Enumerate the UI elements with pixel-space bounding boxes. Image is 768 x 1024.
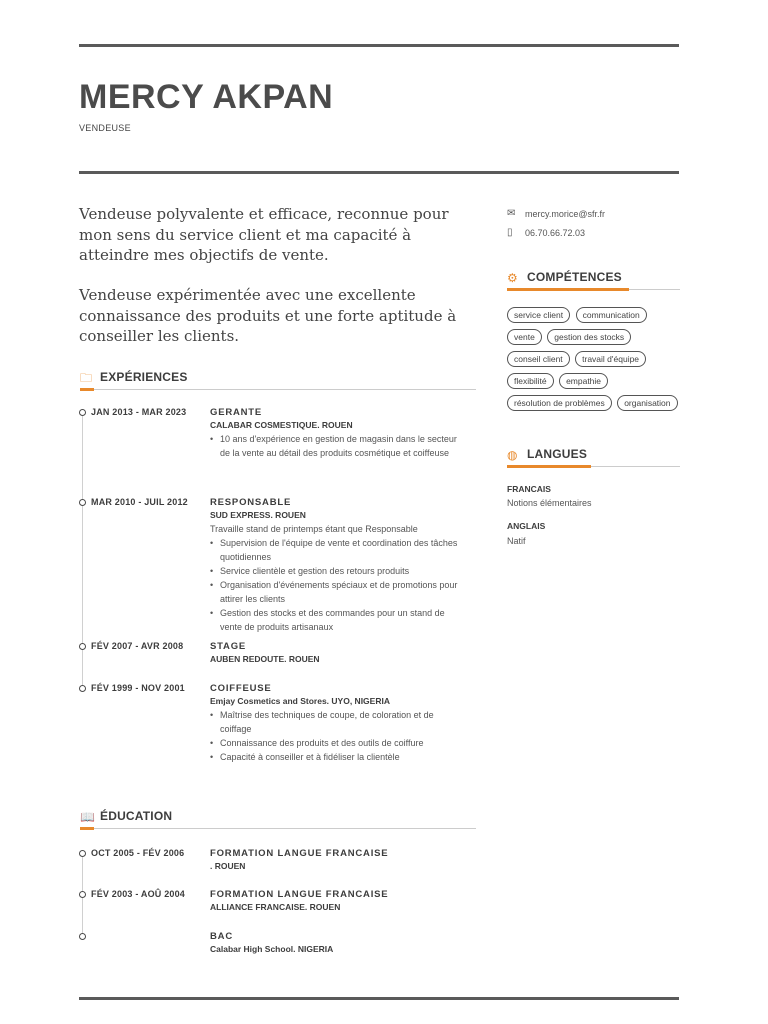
timeline-dot: [79, 685, 86, 692]
timeline-dot: [79, 850, 86, 857]
skill-tag: travail d'équipe: [575, 351, 646, 367]
skill-tag: flexibilité: [507, 373, 554, 389]
education-school: ALLIANCE FRANCAISE. ROUEN: [210, 902, 341, 912]
experience-role: GERANTE: [210, 407, 263, 418]
gear-icon: ⚙: [507, 271, 518, 285]
languages-title: LANGUES: [527, 447, 588, 461]
skills-section-heading: [507, 270, 680, 294]
language-level: Natif: [507, 536, 526, 546]
timeline-dot: [79, 409, 86, 416]
skills-tag-list: [507, 305, 687, 415]
experience-company: SUD EXPRESS. ROUEN: [210, 510, 306, 520]
phone-text: 06.70.66.72.03: [525, 228, 586, 238]
experiences-title: EXPÉRIENCES: [100, 370, 188, 384]
experience-bullet: • Gestion des stocks et des commandes pour un stand de vente de produits artisanaux: [210, 606, 465, 634]
experience-dates: JAN 2013 - MAR 2023: [91, 407, 187, 417]
experience-company: CALABAR COSMESTIQUE. ROUEN: [210, 420, 353, 430]
experience-company: AUBEN REDOUTE. ROUEN: [210, 654, 320, 664]
education-school: . ROUEN: [210, 861, 246, 871]
skill-tag: résolution de problèmes: [507, 395, 612, 411]
experience-dates: FÉV 2007 - AVR 2008: [91, 641, 184, 651]
bottom-rule: [79, 997, 679, 1000]
education-title: ÉDUCATION: [100, 809, 173, 823]
experience-company: Emjay Cosmetics and Stores. UYO, NIGERIA: [210, 696, 390, 706]
skill-tag: organisation: [617, 395, 677, 411]
experience-bullet: • Service clientèle et gestion des retours produits: [210, 564, 465, 578]
experiences-section-heading: [80, 370, 476, 394]
globe-icon: ◍: [507, 448, 518, 462]
language-name: ANGLAIS: [507, 521, 546, 531]
experience-bullet: • Capacité à conseiller et à fidéliser la clientèle: [210, 750, 465, 764]
timeline-dot: [79, 643, 86, 650]
experience-role: COIFFEUSE: [210, 683, 272, 694]
email-text: mercy.morice@sfr.fr: [525, 209, 605, 219]
skill-tag: communication: [576, 307, 647, 323]
skill-tag: vente: [507, 329, 542, 345]
summary-paragraph-2: Vendeuse expérimentée avec une excellente connaissance des produits et une forte aptitude à conseiller les clients.: [79, 286, 457, 345]
experience-bullet: • Connaissance des produits et des outils de coiffure: [210, 736, 465, 750]
skill-tag: conseil client: [507, 351, 570, 367]
education-dates: FÉV 2003 - AOÛ 2004: [91, 889, 186, 899]
experience-role: STAGE: [210, 641, 247, 652]
timeline-dot: [79, 891, 86, 898]
job-title: VENDEUSE: [79, 123, 131, 133]
timeline-dot: [79, 499, 86, 506]
briefcase-icon: 🗀: [80, 371, 93, 385]
experience-role: RESPONSABLE: [210, 497, 292, 508]
education-degree: BAC: [210, 931, 233, 942]
language-level: Notions élémentaires: [507, 498, 592, 508]
experience-bullet: • 10 ans d'expérience en gestion de magasin dans le secteur de la vente au détail des produits cosmétique et coiffeuse: [210, 432, 465, 460]
candidate-name: MERCY AKPAN: [79, 78, 334, 116]
education-school: Calabar High School. NIGERIA: [210, 944, 334, 954]
experience-dates: FÉV 1999 - NOV 2001: [91, 683, 185, 693]
education-dates: OCT 2005 - FÉV 2006: [91, 848, 185, 858]
skill-tag: service client: [507, 307, 570, 323]
summary-paragraph-1: Vendeuse polyvalente et efficace, reconnue pour mon sens du service client et ma capacité à atteindre mes objectifs de vente.: [79, 205, 449, 264]
skills-title: COMPÉTENCES: [527, 270, 622, 284]
languages-section-heading: [507, 447, 680, 471]
skill-tag: empathie: [559, 373, 608, 389]
book-icon: 📖: [80, 810, 95, 824]
experience-dates: MAR 2010 - JUIL 2012: [91, 497, 188, 507]
skill-tag: gestion des stocks: [547, 329, 631, 345]
experience-bullet: • Organisation d'événements spéciaux et de promotions pour attirer les clients: [210, 578, 465, 606]
experience-bullet: • Supervision de l'équipe de vente et coordination des tâches quotidiennes: [210, 536, 465, 564]
education-degree: FORMATION LANGUE FRANCAISE: [210, 848, 389, 859]
education-section-heading: [80, 809, 476, 833]
mobile-phone-icon: ▯: [507, 227, 513, 238]
experience-description: Travaille stand de printemps étant que Responsable: [210, 524, 418, 534]
experience-bullet: • Maîtrise des techniques de coupe, de coloration et de coiffage: [210, 708, 465, 736]
education-degree: FORMATION LANGUE FRANCAISE: [210, 889, 389, 900]
language-name: FRANCAIS: [507, 484, 551, 494]
envelope-icon: ✉: [507, 208, 516, 219]
timeline-dot: [79, 933, 86, 940]
header-rule: [79, 171, 679, 174]
top-rule: [79, 44, 679, 47]
